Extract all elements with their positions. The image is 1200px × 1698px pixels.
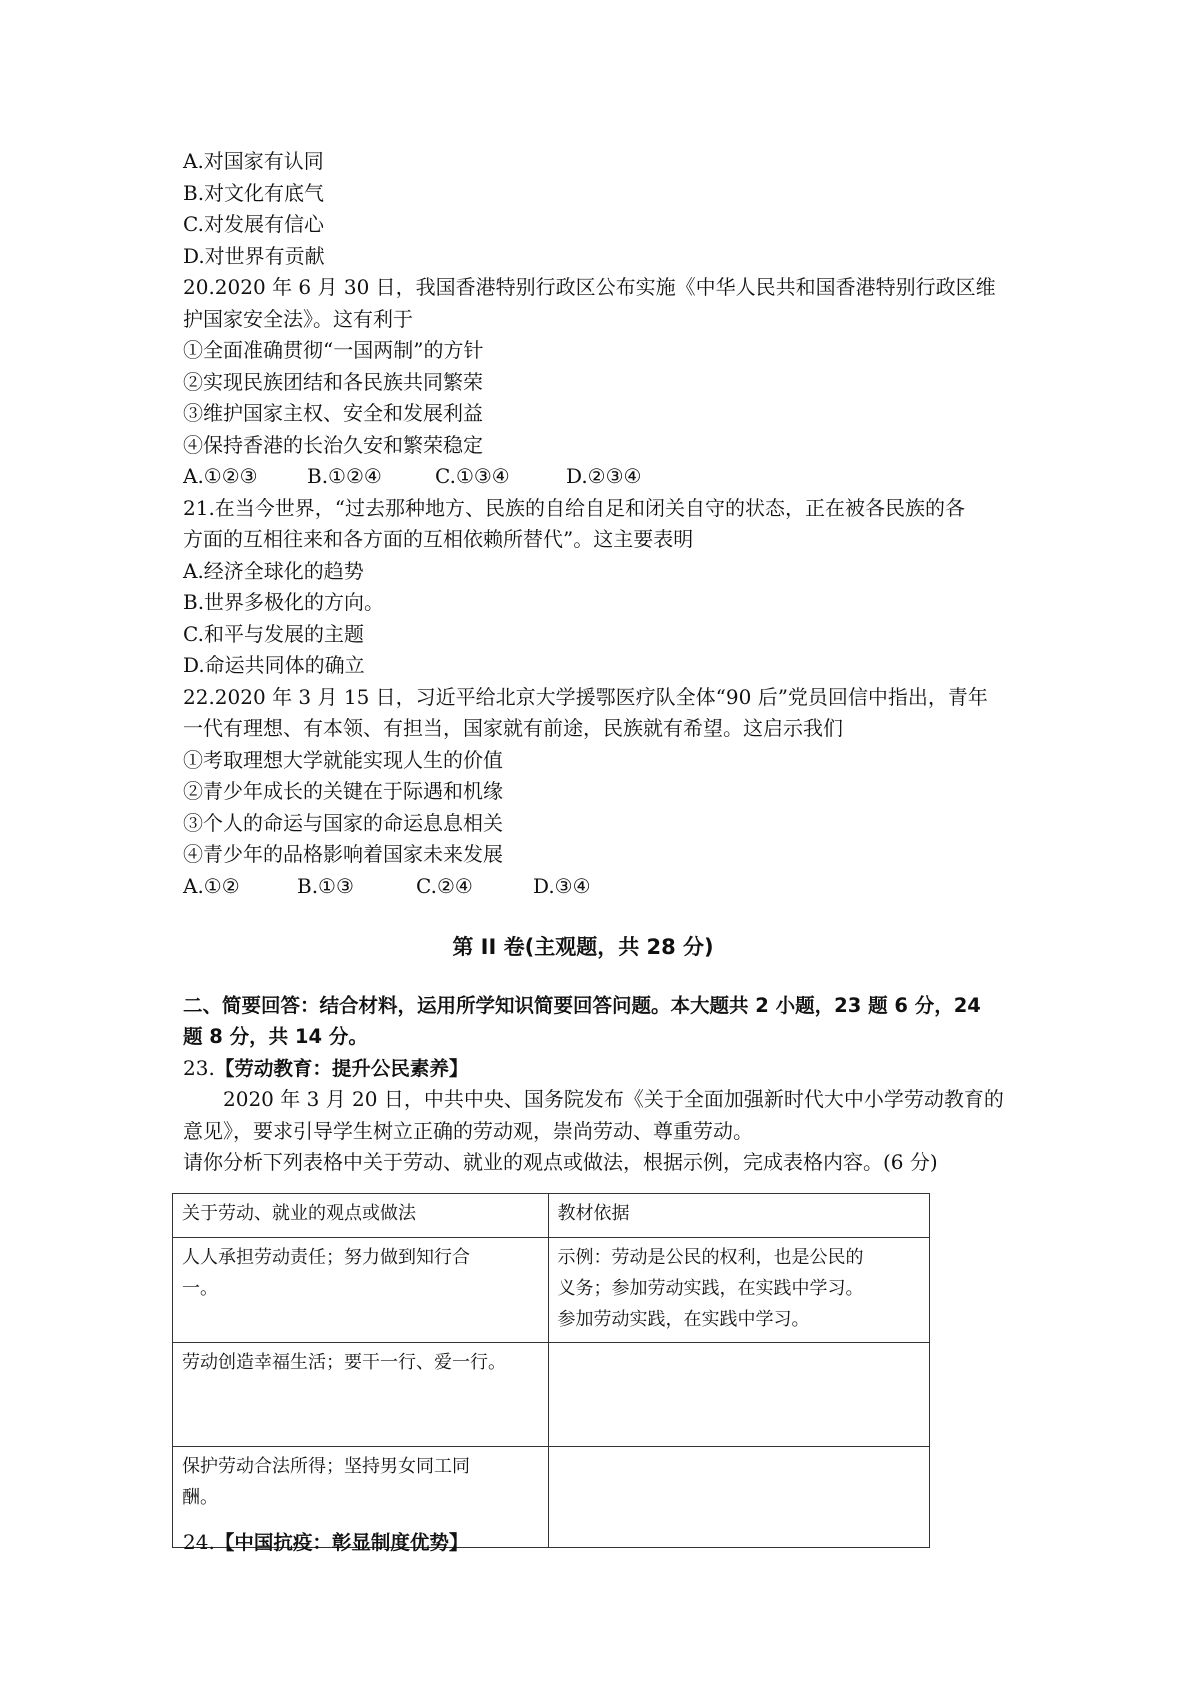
statement-3: ③个人的命运与国家的命运息息相关 — [183, 810, 503, 835]
part-2-title: 第 II 卷(主观题，共 28 分) — [452, 935, 714, 959]
question-21 — [183, 493, 1033, 682]
option-a: A.①②③ — [183, 464, 258, 488]
cell-text: 保护劳动合法所得；坚持男女同工同 — [182, 1456, 470, 1477]
header-cell-basis: 教材依据 — [548, 1194, 930, 1238]
option-b: B.①②④ — [307, 464, 382, 488]
option-c: C.①③④ — [435, 464, 510, 488]
option-d: D.对世界有贡献 — [183, 243, 325, 268]
statement-3: ③维护国家主权、安全和发展利益 — [183, 401, 483, 425]
answer-options — [183, 461, 1033, 493]
option-c: C.②④ — [416, 873, 473, 898]
option-b: B.世界多极化的方向。 — [183, 590, 385, 614]
cell-text: 示例：劳动是公民的权利，也是公民的 — [557, 1247, 864, 1268]
header-cell-view: 关于劳动、就业的观点或做法 — [173, 1194, 549, 1238]
option-b: B.①③ — [297, 873, 354, 898]
cell-text: 劳动创造幸福生活；要干一行、爱一行。 — [182, 1352, 506, 1373]
question-22 — [183, 682, 1033, 903]
material-text: 2020 年 3 月 20 日，中共中央、国务院发布《关于全面加强新时代大中小学劳动教育的 — [223, 1087, 1004, 1111]
question-24 — [183, 1527, 468, 1558]
basis-cell-example — [548, 1238, 930, 1343]
question-stem: 21.在当今世界，“过去那种地方、民族的自给自足和闭关自守的状态，正在被各民族的各 — [183, 495, 966, 520]
statement-1: ①考取理想大学就能实现人生的价值 — [183, 747, 503, 772]
view-cell — [173, 1343, 549, 1447]
question-number: 23. — [183, 1055, 215, 1080]
option-b: B.对文化有底气 — [183, 180, 325, 205]
question-stem: 20.2020 年 6 月 30 日，我国香港特别行政区公布实施《中华人民共和国香港特别行政区维 — [183, 275, 996, 299]
statement-1: ①全面准确贯彻“一国两制”的方针 — [183, 338, 484, 362]
statement-2: ②青少年成长的关键在于际遇和机缘 — [183, 779, 503, 803]
option-a: A.①② — [183, 873, 240, 898]
question-stem: 22.2020 年 3 月 15 日，习近平给北京大学援鄂医疗队全体“90 后”党员回信中指出，青年 — [183, 684, 988, 709]
option-c: C.对发展有信心 — [183, 212, 324, 236]
question-stem-continued: 护国家安全法》。这有利于 — [183, 306, 413, 331]
question-instruction: 请你分析下列表格中关于劳动、就业的观点或做法，根据示例，完成表格内容。(6 分) — [183, 1150, 938, 1174]
question-title: 【劳动教育：提升公民素养】 — [214, 1056, 469, 1080]
option-d: D.命运共同体的确立 — [183, 653, 365, 677]
section-2-heading — [183, 990, 1033, 1053]
basis-answer-blank[interactable] — [548, 1343, 930, 1447]
question-stem-continued: 方面的互相往来和各方面的互相依赖所替代”。这主要表明 — [183, 527, 694, 551]
statement-4: ④青少年的品格影响着国家未来发展 — [183, 842, 503, 866]
question-19-options — [183, 146, 1033, 272]
cell-text: 一。 — [182, 1278, 218, 1299]
option-a: A.对国家有认同 — [183, 149, 324, 173]
cell-text: 人人承担劳动责任；努力做到知行合 — [182, 1247, 470, 1268]
exam-content — [183, 146, 1033, 1179]
cell-text: 参加劳动实践，在实践中学习。 — [557, 1309, 810, 1330]
statement-4: ④保持香港的长治久安和繁荣稳定 — [183, 432, 483, 457]
question-number: 24. — [183, 1530, 215, 1554]
cell-text: 义务；参加劳动实践，在实践中学习。 — [557, 1278, 864, 1299]
cell-text: 酬。 — [182, 1487, 218, 1508]
question-title: 【中国抗疫：彰显制度优势】 — [214, 1531, 469, 1554]
table-row — [173, 1343, 930, 1447]
statement-2: ②实现民族团结和各民族共同繁荣 — [183, 369, 483, 394]
question-23 — [183, 1053, 1033, 1179]
question-stem-continued: 一代有理想、有本领、有担当，国家就有前途，民族就有希望。这启示我们 — [183, 716, 843, 740]
section-heading-continued: 题 8 分，共 14 分。 — [183, 1025, 368, 1048]
answer-options — [183, 871, 1033, 903]
table-header-row — [173, 1194, 930, 1238]
option-c: C.和平与发展的主题 — [183, 621, 364, 646]
labor-answer-table — [172, 1193, 930, 1548]
question-20 — [183, 272, 1033, 493]
option-d: D.③④ — [533, 873, 591, 898]
table-row — [173, 1238, 930, 1343]
material-text-continued: 意见》，要求引导学生树立正确的劳动观，崇尚劳动、尊重劳动。 — [183, 1118, 753, 1143]
section-heading: 二、简要回答：结合材料，运用所学知识简要回答问题。本大题共 2 小题，23 题 6 分，24 — [183, 993, 981, 1017]
view-cell — [173, 1238, 549, 1343]
option-d: D.②③④ — [566, 464, 642, 488]
question-title-line — [183, 1053, 1033, 1085]
option-a: A.经济全球化的趋势 — [183, 558, 364, 583]
basis-answer-blank[interactable] — [548, 1447, 930, 1548]
